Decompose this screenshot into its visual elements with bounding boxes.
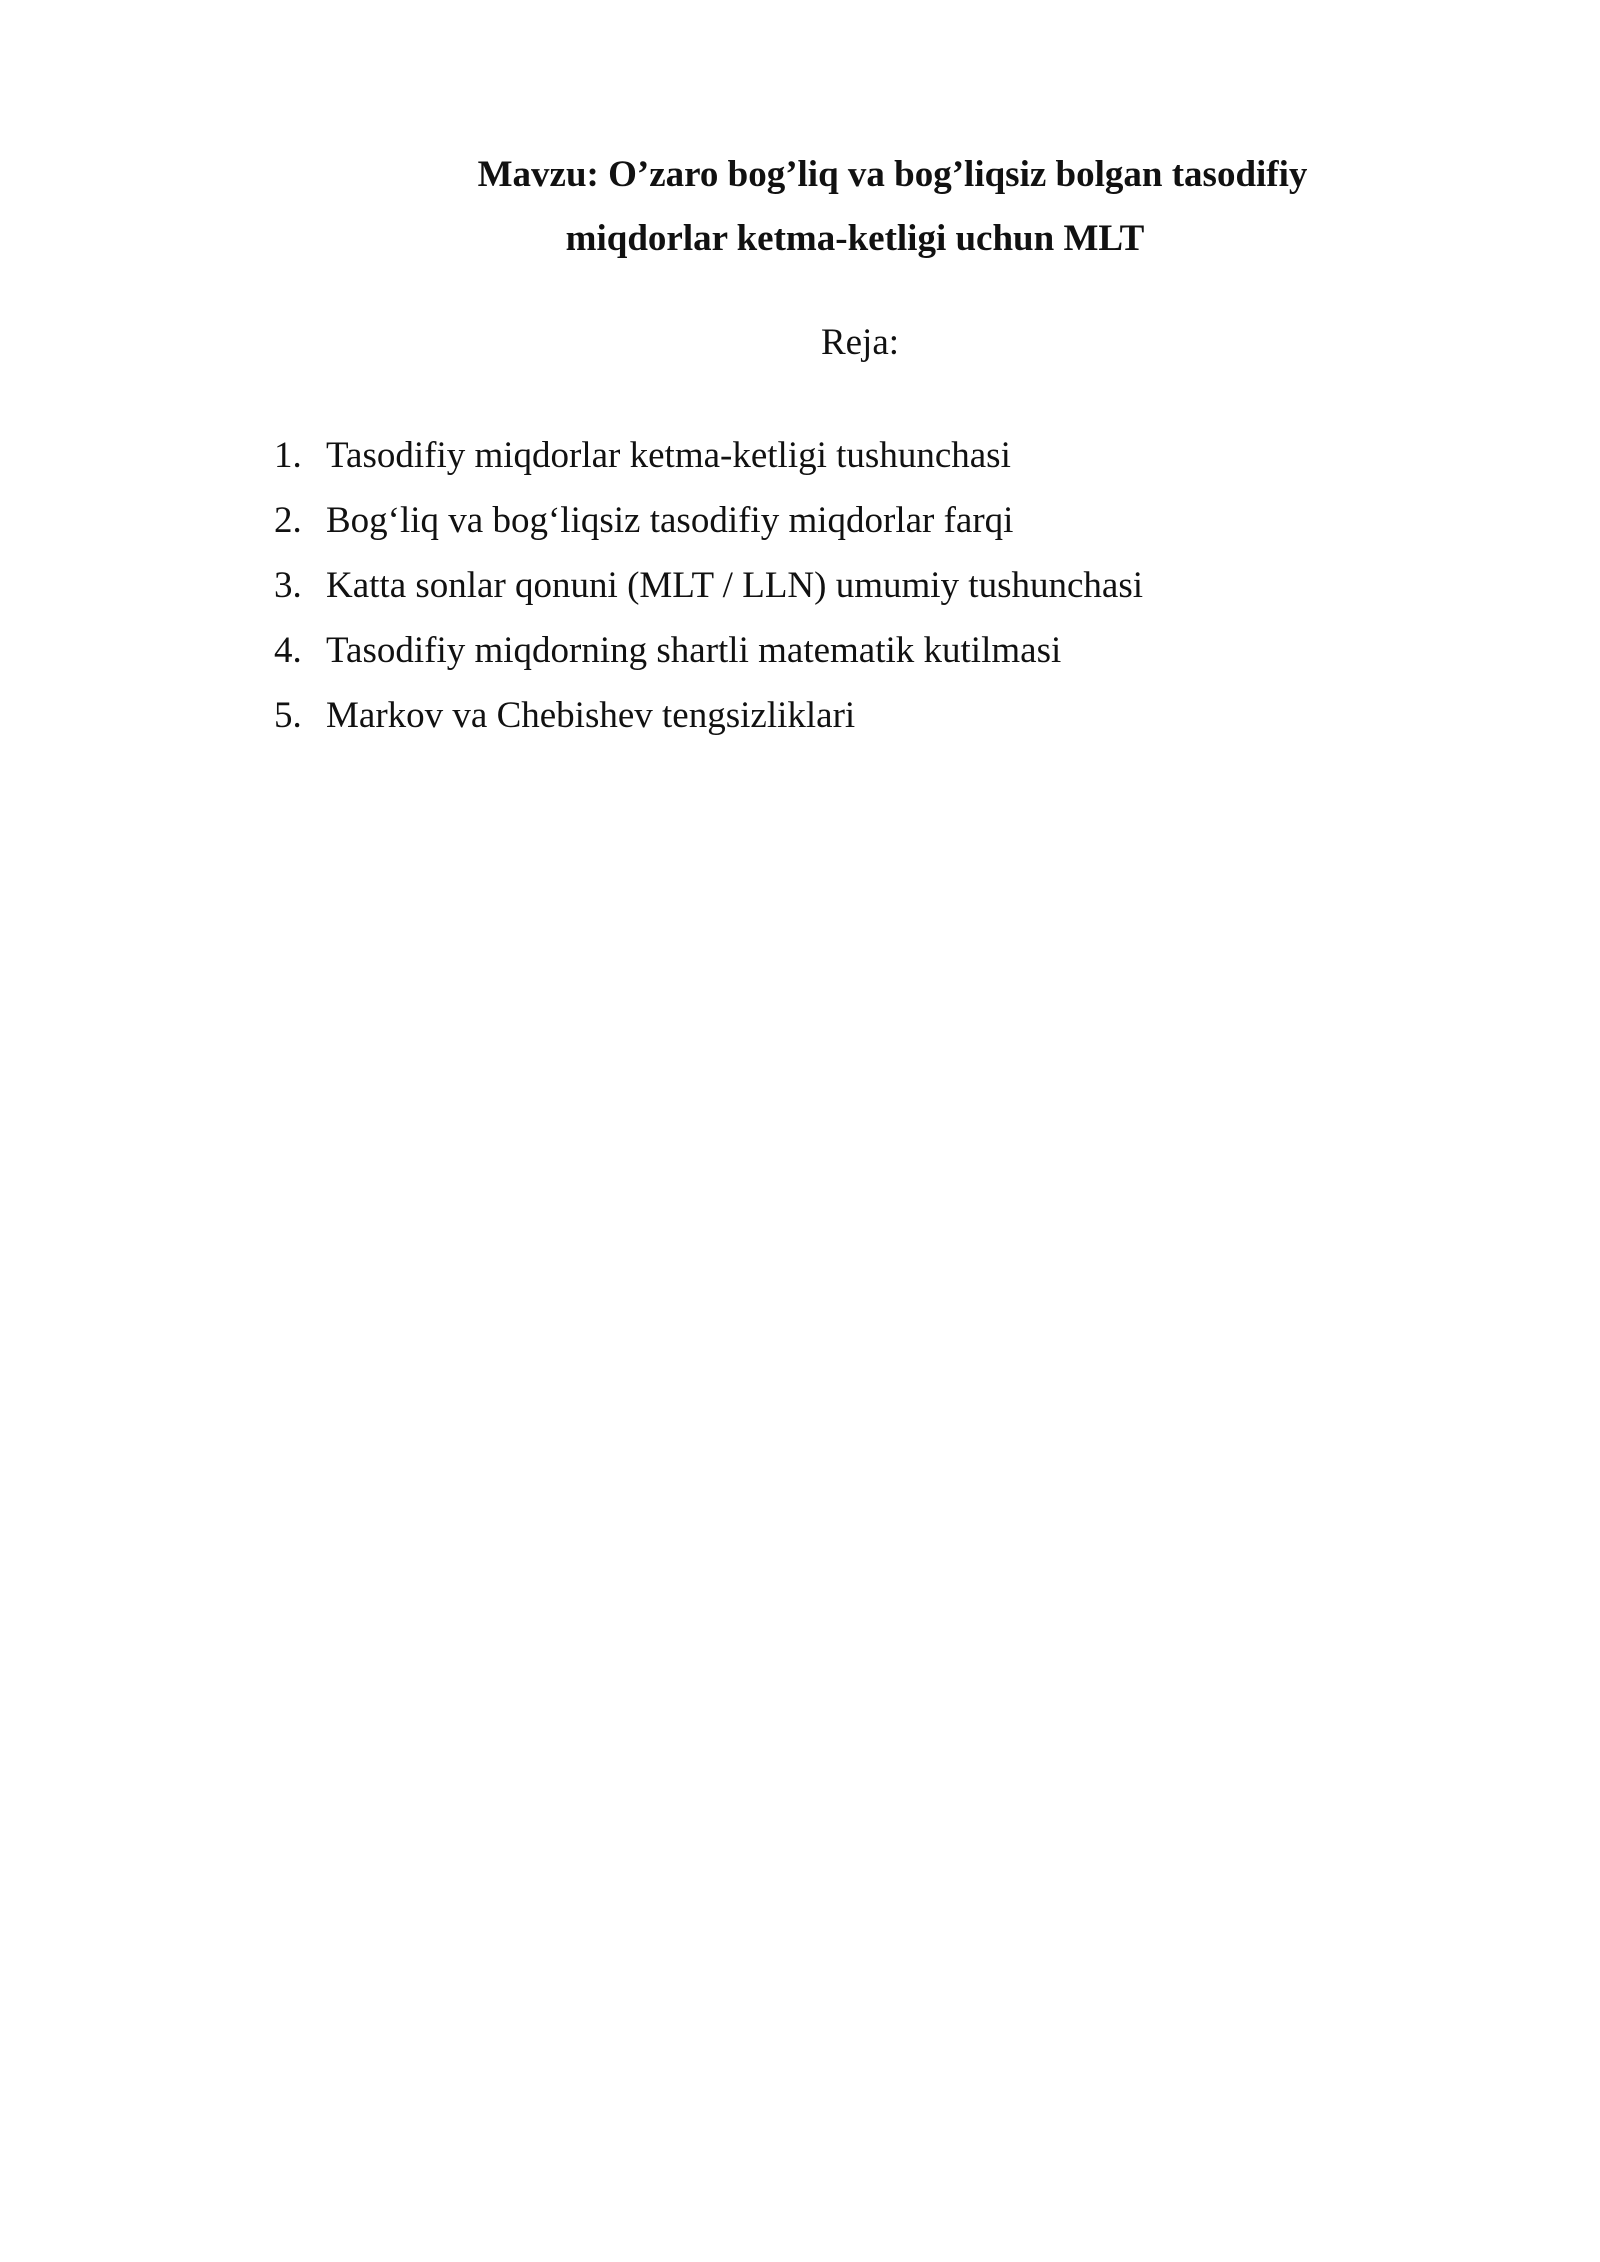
plan-item-number: 1. <box>274 435 302 476</box>
plan-item-number: 2. <box>274 500 302 541</box>
plan-item-2 <box>274 488 1143 553</box>
plan-item-5 <box>274 683 1143 748</box>
topic-title-line-2: miqdorlar ketma-ketligi uchun MLT <box>565 218 1145 259</box>
topic-title-line-1: Mavzu: O’zaro bog’liq va bog’liqsiz bolgan tasodifiy <box>477 154 1308 195</box>
plan-item-text: Markov va Chebishev tengsizliklari <box>326 695 856 736</box>
plan-item-text: Katta sonlar qonuni (MLT / LLN) umumiy tushunchasi <box>326 565 1143 606</box>
plan-item-1 <box>274 423 1143 488</box>
plan-item-text: Bog‘liq va bog‘liqsiz tasodifiy miqdorlar farqi <box>326 500 1014 541</box>
plan-list <box>274 423 1143 748</box>
plan-item-3 <box>274 553 1143 618</box>
plan-heading: Reja: <box>820 322 900 363</box>
plan-item-number: 4. <box>274 630 302 671</box>
plan-item-number: 5. <box>274 695 302 736</box>
plan-item-4 <box>274 618 1143 683</box>
plan-item-number: 3. <box>274 565 302 606</box>
plan-item-text: Tasodifiy miqdorlar ketma-ketligi tushunchasi <box>326 435 1011 476</box>
plan-item-text: Tasodifiy miqdorning shartli matematik kutilmasi <box>326 630 1062 671</box>
